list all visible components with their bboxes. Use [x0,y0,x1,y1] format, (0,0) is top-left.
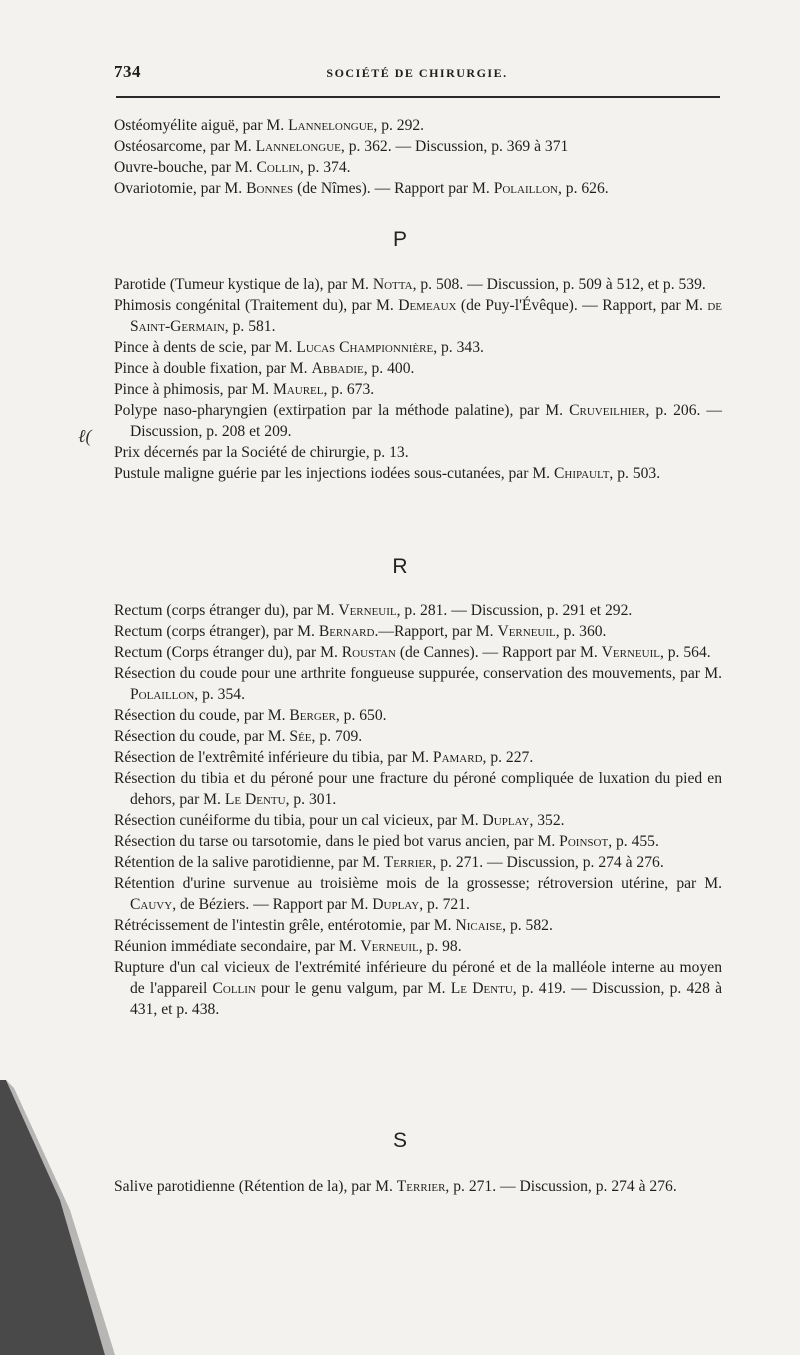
entry-text: , p. 419. — Discussion, p. 428 à 431, et p. 438. [130,980,723,1018]
entry-text: , p. 709. [311,728,363,745]
index-section-o [114,115,722,199]
entry-text: (de Puy-l'Évêque). — Rapport, par M. [456,297,708,314]
author-name: Terrier [396,1178,446,1195]
index-entry [114,852,722,873]
page-number: 734 [114,62,141,81]
author-name: Maurel [272,381,324,398]
index-entry [114,358,722,379]
index-entry [114,136,722,157]
author-name: Lannelongue [255,138,341,155]
entry-text: , p. 98. [418,938,462,955]
entry-text: Rétrécissement de l'intestin grêle, entérotomie, par M. [114,917,456,934]
author-name: Polaillon [493,180,558,197]
index-entry [114,642,722,663]
entry-text: , p. 354. [194,686,245,703]
index-section-p [114,274,722,484]
entry-text: Résection de l'extrêmité inférieure du tibia, par M. [114,749,433,766]
entry-text: , p. 564. [659,644,711,661]
entry-text: Parotide (Tumeur kystique de la), par M. [114,276,373,293]
entry-text: , p. 281. — Discussion, p. 291 et 292. [396,602,633,619]
margin-pencil-mark: ℓ( [78,426,92,446]
index-entry [114,831,722,852]
index-entry [114,337,722,358]
author-name: Le Dentu [224,791,286,808]
entry-text: Rectum (corps étranger du), par M. [114,602,339,619]
entry-text: , p. 582. [502,917,553,934]
author-name: Duplay [482,812,530,829]
scan-edge-shadow [0,1080,140,1355]
author-name: Verneuil [338,602,397,619]
entry-text: , p. 400. [363,360,415,377]
entry-text: (de Nîmes). — Rapport par M. [293,180,494,197]
index-section-s [114,1176,722,1197]
section-letter-s: S [392,1129,407,1152]
index-entry [114,768,722,810]
entry-text: Rectum (corps étranger), par M. [114,623,319,640]
entry-text: Phimosis congénital (Traitement du), par M. [114,297,399,314]
entry-text: Résection du coude pour une arthrite fongueuse suppurée, conservation des mouvements, par M. [114,665,722,682]
author-name: Abbadie [311,360,364,377]
author-name: Collin [256,159,300,176]
entry-text: Résection du tarse ou tarsotomie, dans le pied bot varus ancien, par M. [114,833,560,850]
index-entry [114,400,722,442]
index-entry [114,463,722,484]
index-entry [114,621,722,642]
entry-text: , p. 362. — Discussion, p. 369 à 371 [340,138,569,155]
author-name: Verneuil [360,938,419,955]
entry-text: (de Cannes). — Rapport par M. [395,644,602,661]
entry-text: Pince à dents de scie, par M. [114,339,297,356]
author-name: Pamard [432,749,483,766]
entry-text: Réunion immédiate secondaire, par M. [114,938,361,955]
entry-text: Résection du tibia et du péroné pour une fracture du péroné compliquée de luxation du pied en dehors, par M. [114,770,722,808]
index-entry [114,705,722,726]
author-name: Lannelongue [288,117,374,134]
entry-text: Résection du coude, par M. [114,707,290,724]
entry-text: Pince à double fixation, par M. [114,360,312,377]
entry-text: , p. 206. — Discussion, p. 208 et 209. [130,402,723,440]
author-name: Collin [212,980,256,997]
author-name: Bonnes [246,180,294,197]
index-entry [114,115,722,136]
author-name: Lucas Championnière [296,339,434,356]
entry-text: Résection cunéiforme du tibia, pour un cal vicieux, par M. [114,812,483,829]
author-name: Notta [372,276,413,293]
entry-text: Résection du coude, par M. [114,728,290,745]
author-name: Cruveilhier [569,402,646,419]
entry-text: , p. 301. [285,791,337,808]
author-name: Polaillon [130,686,195,703]
entry-text: Polype naso-pharyngien (extirpation par la méthode palatine), par M. [114,402,570,419]
author-name: Cauvy [130,896,173,913]
author-name: Bernard [318,623,375,640]
author-name: Verneuil [601,644,660,661]
entry-text: , p. 227. [482,749,534,766]
entry-text: , p. 721. [419,896,470,913]
index-entry [114,1176,722,1197]
index-entry [114,873,722,915]
entry-text: Rectum (Corps étranger du), par M. [114,644,342,661]
author-name: de Saint-Germain [130,297,722,335]
header-rule [116,96,720,98]
index-entry [114,600,722,621]
index-entry [114,936,722,957]
entry-text: Ostéomyélite aiguë, par M. [114,117,289,134]
entry-text: , p. 271. — Discussion, p. 274 à 276. [445,1178,677,1195]
index-entry [114,915,722,936]
author-name: Verneuil [497,623,556,640]
entry-text: Rétention d'urine survenue au troisième mois de la grossesse; rétroversion utérine, par M. [114,875,722,892]
author-name: Berger [289,707,336,724]
entry-text: Rupture d'un cal vicieux de l'extrémité inférieure du péroné et de la malléole interne au moyen de l'appareil [114,959,722,997]
entry-text: , p. 650. [335,707,387,724]
index-entry [114,157,722,178]
page-header [114,58,720,88]
section-letter-p: P [392,228,407,251]
author-name: Duplay [372,896,420,913]
entry-text: , p. 455. [608,833,659,850]
entry-text: Ouvre-bouche, par M. [114,159,257,176]
entry-text: .—Rapport, par M. [374,623,498,640]
index-entry [114,747,722,768]
entry-text: Rétention de la salive parotidienne, par M. [114,854,384,871]
author-name: Roustan [341,644,396,661]
entry-text: Pince à phimosis, par M. [114,381,273,398]
entry-text: Ostéosarcome, par M. [114,138,256,155]
author-name: Terrier [383,854,433,871]
entry-text: , 352. [529,812,565,829]
entry-text: , p. 508. — Discussion, p. 509 à 512, et p. 539. [412,276,706,293]
entry-text: , p. 292. [373,117,425,134]
running-title: SOCIÉTÉ DE CHIRURGIE. [326,66,508,80]
entry-text: , p. 503. [609,465,661,482]
index-entry [114,379,722,400]
author-name: Le Dentu [450,980,513,997]
entry-text: Salive parotidienne (Rétention de la), par M. [114,1178,397,1195]
index-entry [114,663,722,705]
entry-text: , p. 626. [557,180,609,197]
entry-text: , de Béziers. — Rapport par M. [172,896,373,913]
entry-text: , p. 581. [224,318,276,335]
entry-text: , p. 673. [323,381,375,398]
index-section-r [114,600,722,1020]
author-name: Chipault [553,465,610,482]
index-entry [114,178,722,199]
entry-text: , p. 360. [555,623,607,640]
entry-text: , p. 343. [433,339,484,356]
author-name: Sée [289,728,312,745]
index-entry [114,442,722,463]
index-entry [114,810,722,831]
entry-text: Ovariotomie, par M. [114,180,247,197]
author-name: Demeaux [398,297,457,314]
entry-text: , p. 271. — Discussion, p. 274 à 276. [432,854,664,871]
author-name: Poinsot [559,833,609,850]
entry-text: Prix décernés par la Société de chirurgie, p. 13. [114,444,409,461]
entry-text: Pustule maligne guérie par les injections iodées sous-cutanées, par M. [114,465,554,482]
index-entry [114,957,722,1020]
index-entry [114,274,722,295]
index-entry [114,726,722,747]
author-name: Nicaise [455,917,503,934]
entry-text: , p. 374. [299,159,351,176]
section-letter-r: R [392,555,408,578]
entry-text: pour le genu valgum, par M. [255,980,451,997]
index-entry [114,295,722,337]
